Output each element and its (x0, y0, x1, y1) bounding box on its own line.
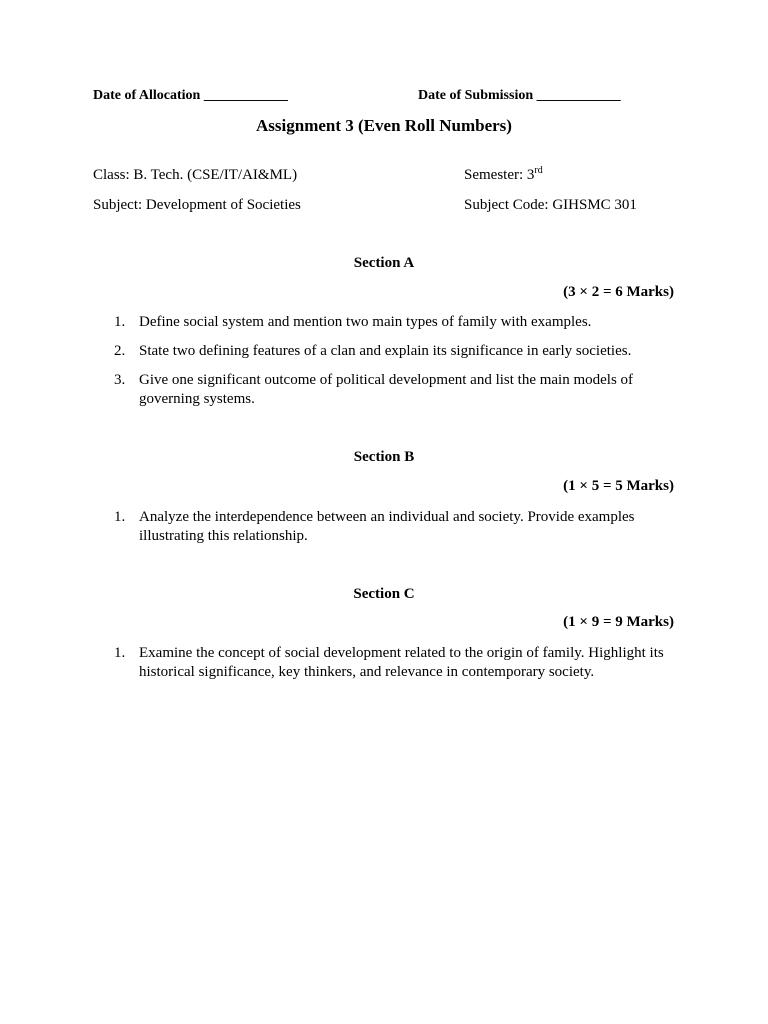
semester-info (464, 167, 543, 184)
section-c-title: Section C (353, 586, 415, 602)
subject-info: Subject: Development of Societies (93, 197, 301, 213)
question-text: State two defining features of a clan and explain its significance in early societies. (139, 343, 632, 359)
semester-label: Semester: 3 (464, 167, 535, 183)
question-number: 3. (114, 372, 126, 388)
section-a-marks: (3 × 2 = 6 Marks) (563, 284, 674, 300)
question-number: 2. (114, 343, 126, 359)
date-allocation-label: Date of Allocation (93, 88, 201, 103)
date-of-allocation (93, 88, 288, 104)
question-text: Examine the concept of social development related to the origin of family. Highlight its historical significance, key thinkers, and relevance in contemporary society. (139, 645, 664, 680)
date-of-submission (418, 88, 621, 104)
assignment-title: Assignment 3 (Even Roll Numbers) (256, 116, 512, 135)
section-b-title: Section B (353, 449, 415, 465)
class-info: Class: B. Tech. (CSE/IT/AI&ML) (93, 167, 298, 183)
question-number: 1. (114, 645, 126, 661)
date-submission-blank: ____________ (536, 88, 621, 103)
question-number: 1. (114, 509, 126, 525)
date-submission-label: Date of Submission (418, 88, 534, 103)
question-text: Define social system and mention two main types of family with examples. (139, 314, 592, 330)
section-a-title: Section A (353, 255, 415, 271)
question-text: Give one significant outcome of political development and list the main models of governing systems. (139, 372, 634, 407)
question-text: Analyze the interdependence between an individual and society. Provide examples illustrating this relationship. (139, 509, 635, 544)
semester-suffix: rd (534, 165, 543, 176)
subject-code-info: Subject Code: GIHSMC 301 (464, 197, 637, 213)
section-b-marks: (1 × 5 = 5 Marks) (563, 478, 674, 494)
section-c-marks: (1 × 9 = 9 Marks) (563, 614, 674, 630)
question-number: 1. (114, 314, 126, 330)
date-allocation-blank: ____________ (203, 88, 288, 103)
